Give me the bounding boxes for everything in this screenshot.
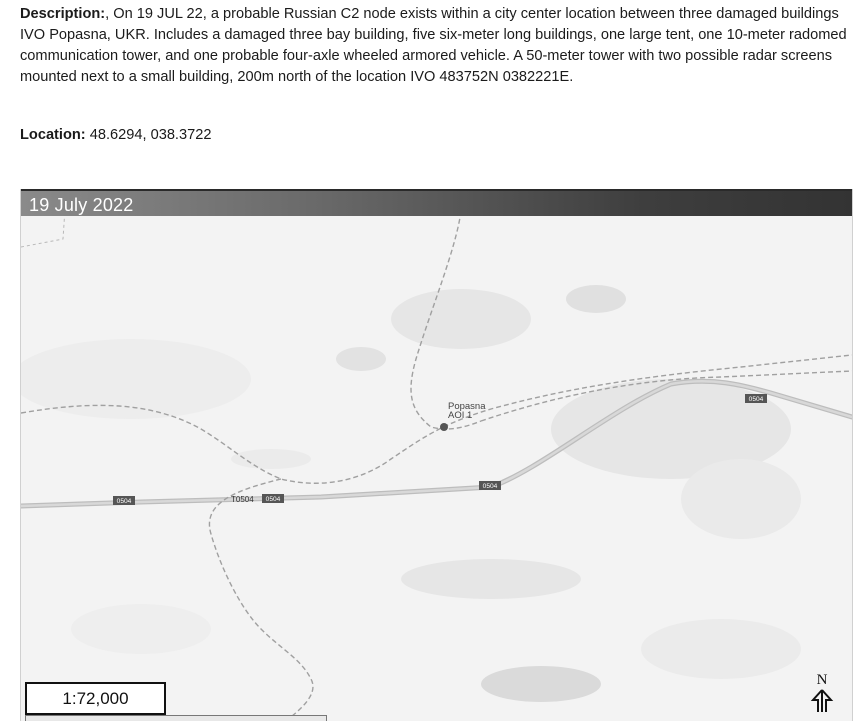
description-label: Description: xyxy=(20,6,106,22)
scale-bar xyxy=(25,715,327,721)
map-date: 19 July 2022 xyxy=(29,195,134,215)
road-shield-4 xyxy=(745,394,767,403)
location-value: 48.6294, 038.3722 xyxy=(85,127,212,143)
map-canvas[interactable] xyxy=(21,189,852,721)
road-shield-3 xyxy=(479,481,501,490)
aoi-label: AOI 1 xyxy=(448,410,473,421)
north-arrow xyxy=(807,673,837,721)
road-shield-4-label: 0504 xyxy=(748,396,764,403)
road-shield-1-label: 0504 xyxy=(116,498,132,505)
map-date-header xyxy=(21,189,852,216)
description xyxy=(20,4,850,88)
road-shield-2 xyxy=(262,494,284,503)
map-panel[interactable] xyxy=(20,189,853,721)
aoi-1-marker[interactable] xyxy=(440,401,486,431)
road-text-label: T0504 xyxy=(231,495,254,504)
road-shield-2-label: 0504 xyxy=(265,496,281,503)
location xyxy=(20,125,211,146)
north-arrow-icon xyxy=(810,688,834,714)
place-label-popasna: Popasna xyxy=(448,401,486,412)
road-shield-1 xyxy=(113,496,135,505)
location-label: Location: xyxy=(20,127,86,143)
north-letter: N xyxy=(816,672,828,688)
road-text-t0504 xyxy=(231,495,254,504)
scale-label: 1:72,000 xyxy=(25,682,166,715)
road-shield-3-label: 0504 xyxy=(482,483,498,490)
description-text: , On 19 JUL 22, a probable Russian C2 node exists within a city center location between three damaged buildings IVO Popasna, UKR. Includes a damaged three bay building, five six-meter long buildings, one large tent, one 10-meter radomed communication tower, and one probable four-axle wheeled armored vehicle. A 50-meter tower with two possible radar screens mounted next to a small building, 200m north of the location IVO 483752N 0382221E. xyxy=(20,6,847,85)
